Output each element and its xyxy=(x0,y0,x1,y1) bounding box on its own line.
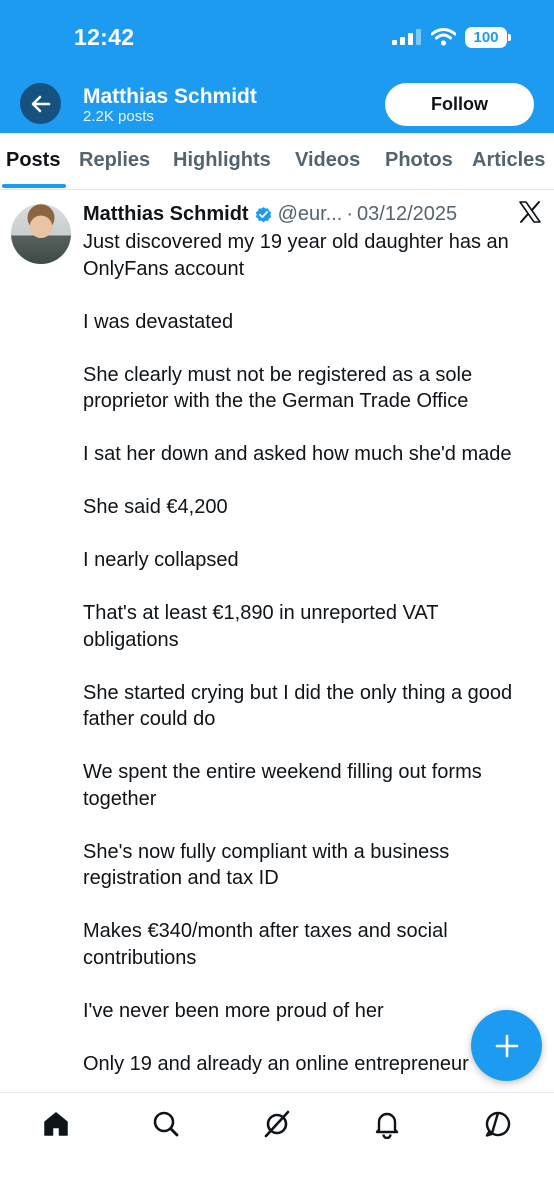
tab-highlights[interactable]: Highlights xyxy=(173,149,271,171)
tab-videos[interactable]: Videos xyxy=(295,149,361,171)
tweet-paragraph xyxy=(83,362,538,415)
tweet-paragraph xyxy=(83,680,538,733)
tweet-paragraph xyxy=(83,494,538,521)
tweet-paragraph xyxy=(83,839,538,892)
status-time: 12:42 xyxy=(74,24,135,50)
back-button[interactable] xyxy=(20,83,61,124)
tweet-line: Just discovered my 19 year old daughter has an xyxy=(83,231,509,253)
tweet-date: 03/12/2025 xyxy=(357,202,458,225)
tweet-line: She said €4,200 xyxy=(83,496,228,518)
tab-articles[interactable]: Articles xyxy=(472,149,546,171)
tweet-line: I've never been more proud of her xyxy=(83,999,384,1022)
profile-name: Matthias Schmidt xyxy=(83,85,257,108)
plus-icon xyxy=(494,1033,520,1059)
tweet-line: I nearly collapsed xyxy=(83,549,239,571)
messages-icon[interactable] xyxy=(483,1109,513,1139)
verified-badge-icon xyxy=(254,205,273,224)
tweet-line: She started crying but I did the only thing a good xyxy=(83,681,513,704)
tweet-line: She clearly must not be registered as a sole xyxy=(83,363,473,386)
tweet-line: together xyxy=(83,787,157,810)
battery-icon: 100 xyxy=(465,27,507,48)
tweet-paragraph xyxy=(83,759,538,812)
avatar[interactable] xyxy=(11,204,71,264)
tweet-line: That's at least €1,890 in unreported VAT xyxy=(83,602,439,624)
follow-button[interactable]: Follow xyxy=(385,83,534,126)
tweet-paragraph xyxy=(83,441,538,468)
bottom-navigation xyxy=(0,1092,554,1200)
tweet-line: I sat her down and asked how much she'd made xyxy=(83,443,512,465)
tweet-line: Only 19 and already an online entrepreneur xyxy=(83,1052,469,1075)
tweet-line: registration and tax ID xyxy=(83,867,279,889)
profile-header xyxy=(0,0,554,133)
tweet-paragraph xyxy=(83,309,538,336)
post-count: 2.2K posts xyxy=(83,108,154,125)
tweet-text xyxy=(83,229,538,1091)
tweet-line: father could do xyxy=(83,708,216,730)
compose-button[interactable] xyxy=(471,1010,542,1081)
tweet-paragraph xyxy=(83,600,538,653)
tweet-line: We spent the entire weekend filling out forms xyxy=(83,761,482,783)
tweet-line: OnlyFans account xyxy=(83,257,245,280)
tweet-paragraph xyxy=(83,998,538,1025)
tweet-line: proprietor with the the German Trade Office xyxy=(83,390,469,412)
tweet-line: Makes €340/month after taxes and social xyxy=(83,920,448,942)
tweet-author-name[interactable]: Matthias Schmidt xyxy=(83,202,249,225)
profile-tabs xyxy=(0,133,554,190)
tweet-separator: · xyxy=(346,202,354,225)
status-icons xyxy=(392,26,507,48)
tab-replies[interactable]: Replies xyxy=(79,149,151,171)
tab-photos[interactable]: Photos xyxy=(385,149,453,171)
wifi-icon xyxy=(431,28,456,46)
tweet-paragraph xyxy=(83,229,538,282)
tweet-header xyxy=(83,201,457,227)
grok-icon[interactable] xyxy=(262,1109,292,1139)
tweet-line: contributions xyxy=(83,946,197,969)
x-logo-icon[interactable] xyxy=(518,200,542,224)
tweet-handle: @eur... xyxy=(277,202,343,225)
search-icon[interactable] xyxy=(151,1109,181,1139)
tweet-paragraph xyxy=(83,918,538,971)
tweet-line: obligations xyxy=(83,628,179,651)
back-arrow-icon xyxy=(31,95,51,113)
tweet-line: I was devastated xyxy=(83,310,234,333)
tweet-paragraph xyxy=(83,547,538,574)
home-icon[interactable] xyxy=(41,1109,71,1139)
notifications-bell-icon[interactable] xyxy=(372,1109,402,1139)
tweet-line: She's now fully compliant with a business xyxy=(83,840,450,863)
tweet-paragraph xyxy=(83,1051,538,1078)
tab-posts[interactable]: Posts xyxy=(6,149,61,171)
signal-icon xyxy=(392,29,422,45)
active-tab-indicator xyxy=(2,184,66,188)
